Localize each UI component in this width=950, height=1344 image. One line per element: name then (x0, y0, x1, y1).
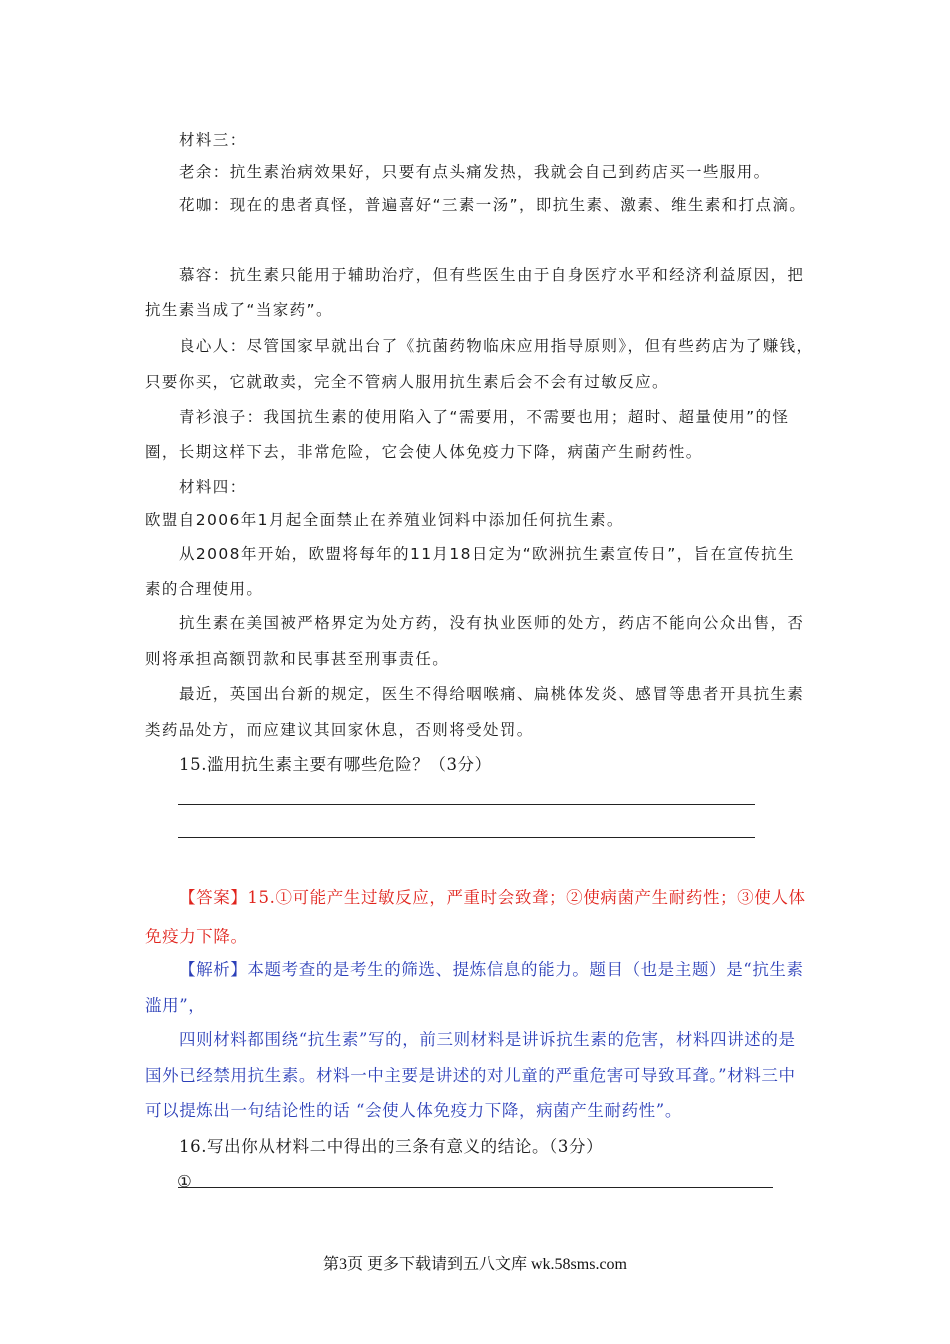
analysis-15-line3: 四则材料都围绕“抗生素”写的，前三则材料是讲诉抗生素的危害，材料四讲述的是 (179, 1030, 796, 1049)
analysis-15-line4: 国外已经禁用抗生素。材料一中主要是讲述的对儿童的严重危害可导致耳聋。”材料三中 (145, 1066, 796, 1085)
material4-line: 最近，英国出台新的规定，医生不得给咽喉痛、扁桃体发炎、感冒等患者开具抗生素 (179, 685, 805, 703)
analysis-15-line1: 【解析】本题考查的是考生的筛选、提炼信息的能力。题目（也是主题）是“抗生素 (179, 960, 804, 979)
material3-line: 慕容：抗生素只能用于辅助治疗，但有些医生由于自身医疗水平和经济利益原因，把 (179, 266, 805, 284)
material3-line: 良心人：尽管国家早就出台了《抗菌药物临床应用指导原则》，但有些药店为了赚钱， (179, 337, 814, 355)
material3-line: 只要你买，它就敢卖，完全不管病人服用抗生素后会不会有过敏反应。 (145, 373, 669, 391)
answer-blank-line[interactable] (178, 1187, 773, 1188)
answer-blank-line[interactable] (178, 804, 755, 805)
material4-line: 欧盟自2006年1月起全面禁止在养殖业饲料中添加任何抗生素。 (145, 511, 624, 529)
answer-blank-line[interactable] (178, 837, 755, 838)
material4-line: 则将承担高额罚款和民事甚至刑事责任。 (145, 650, 450, 668)
material4-line: 从2008年开始，欧盟将每年的11月18日定为“欧洲抗生素宣传日”，旨在宣传抗生 (179, 545, 795, 563)
blank-marker-1: ① (177, 1172, 193, 1191)
material4-line: 素的合理使用。 (145, 580, 264, 598)
material3-line: 圈，长期这样下去，非常危险，它会使人体免疫力下降，病菌产生耐药性。 (145, 443, 703, 461)
material4-line: 类药品处方，而应建议其回家休息，否则将受处罚。 (145, 721, 534, 739)
answer-15-line1: 【答案】15.①可能产生过敏反应，严重时会致聋；②使病菌产生耐药性；③使人体 (179, 888, 806, 907)
question-16: 16.写出你从材料二中得出的三条有意义的结论。（3分） (179, 1137, 604, 1156)
material4-heading: 材料四： (179, 478, 247, 496)
material3-line: 花咖：现在的患者真怪，普遍喜好“三素一汤”，即抗生素、激素、维生素和打点滴。 (179, 196, 807, 214)
analysis-15-line5: 可以提炼出一句结论性的话 “会使人体免疫力下降，病菌产生耐药性”。 (145, 1101, 682, 1120)
material3-line: 老余：抗生素治病效果好，只要有点头痛发热，我就会自己到药店买一些服用。 (179, 163, 771, 181)
material4-line: 抗生素在美国被严格界定为处方药，没有执业医师的处方，药店不能向公众出售，否 (179, 614, 805, 632)
material3-heading: 材料三： (179, 131, 247, 149)
question-15: 15.滥用抗生素主要有哪些危险？（3分） (179, 755, 492, 774)
material3-line: 抗生素当成了“当家药”。 (145, 301, 333, 319)
material3-line: 青衫浪子：我国抗生素的使用陷入了“需要用，不需要也用；超时、超量使用”的怪 (179, 408, 790, 426)
analysis-15-line2: 滥用”， (145, 996, 206, 1015)
page-footer: 第3页 更多下载请到五八文库 wk.58sms.com (322, 1256, 627, 1273)
answer-15-line2: 免疫力下降。 (145, 927, 248, 946)
